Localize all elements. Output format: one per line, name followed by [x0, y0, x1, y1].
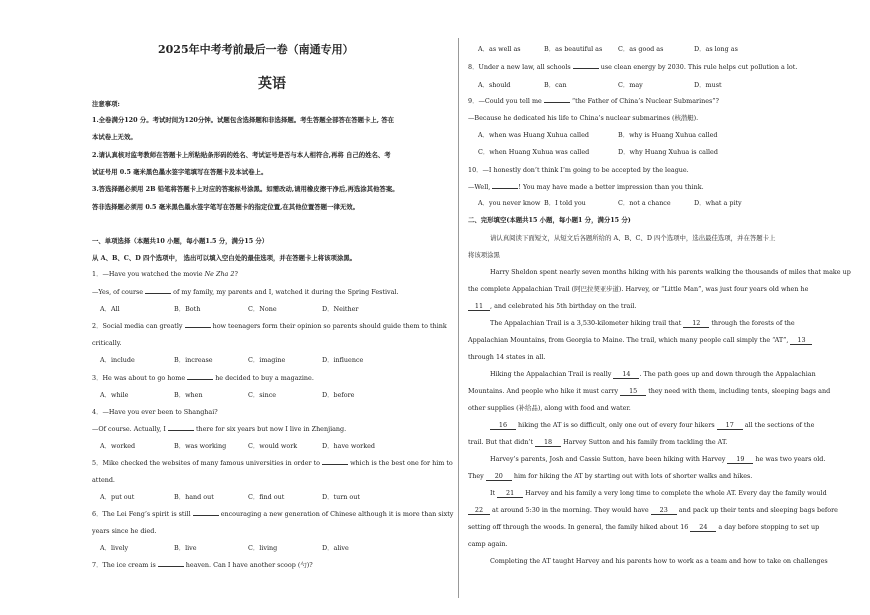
question-3: 3．He was about to go home he decided to buy a magazine. — [92, 374, 314, 382]
q1-option-c: C．None — [248, 305, 277, 313]
passage-line: 22 at around 5:30 in the morning. They would have 23 and pack up their tents and sleeping bags before — [468, 507, 838, 515]
q6-option-d: D．alive — [322, 544, 349, 552]
section2-heading: 二、完形填空(本题共15 小题，每小题1 分，满分15 分) — [468, 216, 631, 224]
question-2-line2: critically. — [92, 339, 122, 347]
section1-instruction: 从 A、B、C、D 四个选项中， 选出可以填入空白处的最佳选项，并在答题卡上将该项涂黑。 — [92, 254, 357, 262]
question-9: 9．—Could you tell me “the Father of China’s Nuclear Submarines”? — [468, 97, 719, 105]
q4-option-a: A．worked — [100, 442, 136, 450]
passage-line: through 14 states in all. — [468, 353, 546, 361]
q10-option-c: C．not a chance — [618, 199, 671, 207]
passage-line: It 21 Harvey and his family a very long time to complete the whole AT. Every day the family would — [490, 489, 827, 497]
q9-option-d: D．why Huang Xuhua is called — [618, 148, 718, 156]
q1-option-a: A．All — [100, 305, 120, 313]
question-4: 4．—Have you ever been to Shanghai? — [92, 408, 218, 416]
q6-option-a: A．lively — [100, 544, 129, 552]
q9-option-b: B．why is Huang Xuhua called — [618, 131, 718, 139]
section1-heading: 一、单项选择（本题共10 小题，每小题1.5 分，满分15 分） — [92, 237, 269, 245]
q7-option-d: D．as long as — [694, 45, 738, 53]
passage-line: 11 , and celebrated his 5th birthday on the trail. — [468, 303, 636, 311]
question-1: 1．—Have you watched the movie Ne Zha 2? — [92, 270, 238, 278]
q4-option-c: C．would work — [248, 442, 298, 450]
passage-line: Mountains. And people who hike it must carry 15 they need with them, including tents, sleeping bags and — [468, 387, 831, 395]
q4-option-d: D．have worked — [322, 442, 375, 450]
passage-line: the complete Appalachian Trail (阿巴拉契亚步道). Harvey, or “Little Man”, was just four years old when he — [468, 285, 809, 293]
passage-line: trail. But that didn’t 18 Harvey Sutton and his family from tackling the AT. — [468, 438, 728, 446]
subject-title: 英语 — [258, 76, 286, 92]
q2-option-c: C．imagine — [248, 356, 286, 364]
question-5-line2: attend. — [92, 476, 115, 484]
q3-option-b: B．when — [174, 391, 203, 399]
question-5: 5．Mike checked the websites of many famous universities in order to which is the best one for him to — [92, 459, 453, 467]
q5-option-c: C．find out — [248, 493, 285, 501]
section2-instruction-2: 将该项涂黑 — [468, 251, 500, 259]
q10-option-a: A．you never know — [478, 199, 541, 207]
q6-option-c: C．living — [248, 544, 278, 552]
passage-line: camp again. — [468, 540, 508, 548]
q8-option-d: D．must — [694, 81, 722, 89]
q5-option-a: A．put out — [100, 493, 135, 501]
q4-option-b: B．was working — [174, 442, 227, 450]
q7-option-c: C．as good as — [618, 45, 664, 53]
note-line: 本试卷上无效。 — [92, 133, 137, 141]
question-10: 10．—I honestly don’t think I’m going to be accepted by the league. — [468, 166, 689, 174]
question-1-line2: —Yes, of course of my family, my parents and I, watched it during the Spring Festival. — [92, 288, 399, 296]
note-line: 1.全卷满分120 分。考试时间为120分钟。试题包含选择题和非选择题。考生答题全部答在答题卡上, 答在 — [92, 116, 395, 124]
q7-option-a: A．as well as — [478, 45, 521, 53]
passage-line: Harvey’s parents, Josh and Cassie Sutton, have been hiking with Harvey 19 he was two years old. — [490, 455, 826, 463]
q9-option-a: A．when was Huang Xuhua called — [478, 131, 589, 139]
note-line: 试证号用 0.5 毫米黑色墨水签字笔填写在答题卡及本试卷上。 — [92, 168, 268, 176]
note-line: 3.答选择题必须用 2B 铅笔将答题卡上对应的答案标号涂黑。如需改动,请用橡皮擦干净后,再选涂其他答案。 — [92, 185, 399, 193]
passage-line: 16 hiking the AT is so difficult, only one out of every four hikers 17 all the sections of the — [490, 422, 814, 430]
q3-option-c: C．since — [248, 391, 277, 399]
note-line: 2.请认真核对监考教师在答题卡上所粘贴条形码的姓名、考试证号是否与本人相符合,再将 自己的姓名、考 — [92, 151, 391, 159]
q2-option-b: B．increase — [174, 356, 213, 364]
passage-line: setting off through the woods. In general, the family hiked about 16 24 a day before stopping to set up — [468, 523, 820, 531]
passage-line: Hiking the Appalachian Trail is really 14 . The path goes up and down through the Appalachian — [490, 370, 816, 378]
q8-option-b: B．can — [544, 81, 567, 89]
q6-option-b: B．live — [174, 544, 197, 552]
q1-option-b: B．Both — [174, 305, 201, 313]
q5-option-b: B．hand out — [174, 493, 214, 501]
q1-option-d: D．Neither — [322, 305, 359, 313]
passage-line: They 20 him for hiking the AT by starting out with lots of shorter walks and hikes. — [468, 472, 753, 480]
question-4-line2: —Of course. Actually, I there for six years but now I live in Zhenjiang. — [92, 425, 347, 433]
q9-option-c: C．when Huang Xuhua was called — [478, 148, 590, 156]
q2-option-d: D．influence — [322, 356, 364, 364]
section2-instruction-1: 请认真阅读下面短文，从短文后各题所给的 A、B、C、D 四个选项中，选出最佳选项，并在答题卡上 — [490, 234, 776, 242]
passage-line: The Appalachian Trail is a 3,530-kilometer hiking trail that 12 through the forests of the — [490, 319, 795, 327]
passage-line: Appalachian Mountains, from Georgia to Maine. The trail, which many people call simply the “AT”, 13 — [468, 337, 812, 345]
passage-line: Harry Sheldon spent nearly seven months hiking with his parents walking the thousands of miles that make up — [490, 268, 851, 276]
exam-title: 2025年中考考前最后一卷（南通专用） — [158, 43, 354, 56]
q3-option-d: D．before — [322, 391, 355, 399]
passage-line: other supplies (补给品), along with food and water. — [468, 404, 631, 412]
question-9-line2: —Because he dedicated his life to China’s nuclear submarines (核潜艇). — [468, 114, 699, 122]
question-8: 8．Under a new law, all schools use clean energy by 2030. This rule helps cut pollution a lot. — [468, 63, 798, 71]
q10-option-d: D．what a pity — [694, 199, 742, 207]
note-line: 答非选择题必须用 0.5 毫米黑色墨水签字笔写在答题卡的指定位置,在其他位置答题一律无效。 — [92, 203, 360, 211]
question-10-line2: —Well, ! You may have made a better impression than you think. — [468, 183, 704, 191]
column-divider — [458, 38, 459, 598]
question-2: 2．Social media can greatly how teenagers form their opinion so parents should guide them to think — [92, 322, 447, 330]
q3-option-a: A．while — [100, 391, 129, 399]
passage-line: Completing the AT taught Harvey and his parents how to work as a team and how to take on challenges — [490, 557, 828, 565]
notes-heading: 注意事项: — [92, 100, 120, 108]
question-6-line2: years since he died. — [92, 527, 157, 535]
question-6: 6．The Lei Feng’s spirit is still encouraging a new generation of Chinese although it is more than sixty — [92, 510, 454, 518]
right-column — [462, 0, 870, 615]
q5-option-d: D．turn out — [322, 493, 360, 501]
q2-option-a: A．include — [100, 356, 135, 364]
q8-option-a: A．should — [478, 81, 511, 89]
q7-option-b: B．as beautiful as — [544, 45, 603, 53]
question-7: 7．The ice cream is heaven. Can I have another scoop (勺)? — [92, 561, 313, 569]
q10-option-b: B．I told you — [544, 199, 586, 207]
q8-option-c: C．may — [618, 81, 643, 89]
